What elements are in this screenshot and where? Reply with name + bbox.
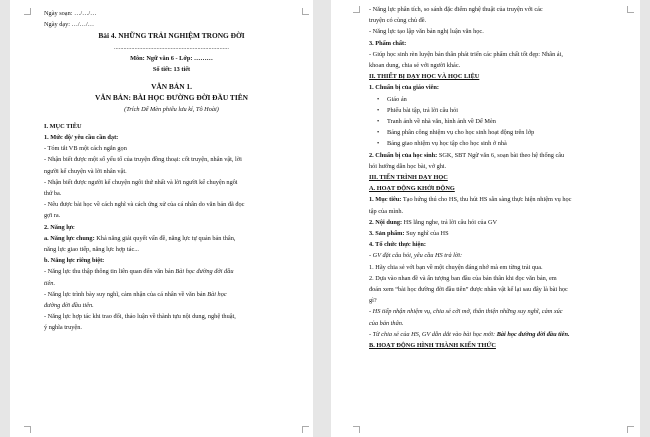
list-item: • Bảng phân công nhiệm vụ cho học sinh hoạt động trên lớp (369, 127, 624, 138)
corner-mark (24, 426, 31, 433)
corner-mark (627, 6, 634, 13)
content-label: 2. Nội dung: (369, 218, 403, 226)
paragraph: - GV đặt câu hỏi, yêu cầu HS trả lời: (369, 252, 463, 260)
content-text: HS lắng nghe, trả lời câu hỏi của GV (402, 218, 498, 226)
text-title: VĂN BẢN: BÀI HỌC ĐƯỜNG ĐỜI ĐẦU TIÊN (95, 93, 248, 103)
paragraph: 1. Hãy chia sẻ với bạn về một chuyện đáng nhớ mà em từng trải qua. (369, 263, 543, 271)
list-item: • Giáo án (369, 94, 624, 105)
paragraph: hỏi hướng dẫn học bài, vở ghi. (369, 162, 447, 170)
activity-a-heading: A. HOẠT ĐỘNG KHỞI ĐỘNG (369, 185, 455, 193)
goal-label: 1. Mục tiêu: (369, 196, 402, 204)
text-run: - Năng lực trình bày suy nghĩ, cảm nhận của cá nhân về văn bản (44, 290, 208, 298)
paragraph: - Năng lực phân tích, so sánh đặc điểm nghệ thuật của truyện với các (369, 6, 543, 13)
paragraph (369, 194, 624, 205)
section-procedure: III. TIẾN TRÌNH DẠY HỌC (369, 174, 448, 182)
corner-mark (302, 426, 309, 433)
paragraph: thứ ba. (44, 190, 62, 198)
student-prep-text: SGK, SBT Ngữ văn 6, soạn bài theo hệ thống câu (437, 151, 565, 159)
competency-heading: 2. Năng lực (44, 223, 75, 231)
period-count: Số tiết: 13 tiết (152, 66, 191, 74)
paragraph (369, 150, 624, 161)
italic-run: Bài học đường đời đầu (175, 268, 234, 276)
paragraph: - Năng lực hợp tác khi trao đổi, thảo luận về thành tựu nội dung, nghệ thuật, (44, 313, 236, 321)
product-label: 3. Sản phẩm: (369, 230, 405, 238)
paragraph (44, 289, 299, 300)
paragraph: - Nhận biết được người kể chuyện ngôi thứ nhất và lời người kể chuyện ngôi (44, 178, 238, 186)
paragraph (44, 266, 299, 277)
paragraph: khoan dung, chia sẻ với người khác. (369, 62, 461, 70)
section-objectives: I. MỤC TIÊU (44, 122, 82, 130)
corner-mark (302, 8, 309, 15)
section-equipment: II. THIẾT BỊ DẠY HỌC VÀ HỌC LIỆU (369, 73, 480, 81)
paragraph (369, 217, 624, 228)
general-competency-text: Khả năng giải quyết vấn đề, năng lực tự quản bản thân, (94, 234, 236, 242)
ngay-day: Ngày dạy: …/…/… (44, 21, 95, 29)
lesson-title: Bài 4. NHỮNG TRẢI NGHIỆM TRONG ĐỜI (98, 31, 245, 41)
paragraph: - Tóm tắt VB một cách ngắn gọn (44, 145, 127, 153)
paragraph: tập của mình. (369, 207, 404, 215)
document-page-right (331, 0, 640, 437)
paragraph: đoán xem “bài học đường đời đầu tiên” được nhân vật kể lại sau đây là bài học (369, 286, 568, 294)
product-text: Suy nghĩ của HS (404, 230, 449, 238)
objectives-level: 1. Mức độ/ yêu cầu cần đạt: (44, 134, 119, 142)
paragraph: tiên. (44, 279, 56, 287)
paragraph: - Nhận biết được một số yếu tố của truyện đồng thoại: cốt truyện, nhân vật, lời (44, 156, 242, 164)
teacher-prep-heading: 1. Chuẩn bị của giáo viên: (369, 84, 439, 92)
list-item: • Bảng giao nhiệm vụ học tập cho học sinh ở nhà (369, 138, 624, 149)
goal-text: Tạo hứng thú cho HS, thu hút HS sẵn sàng thực hiện nhiệm vụ học (401, 196, 572, 204)
bold-run: Bài học đường đời đầu tiên. (496, 330, 570, 338)
paragraph: gợi ra. (44, 212, 61, 220)
paragraph: gì? (369, 297, 377, 305)
corner-mark (627, 426, 634, 433)
paragraph (369, 329, 624, 340)
corner-mark (353, 426, 360, 433)
activity-b-heading: B. HOẠT ĐỘNG HÌNH THÀNH KIẾN THỨC (369, 342, 496, 350)
list-item: • Tranh ảnh về nhà văn, hình ảnh về Dế Mèn (369, 116, 624, 127)
paragraph (44, 233, 299, 244)
text-run: - Từ chia sẻ của HS, GV dẫn dắt vào bài học mới: (369, 330, 497, 338)
excerpt-source: (Trích Dế Mèn phiêu lưu kí, Tô Hoài) (124, 105, 219, 113)
paragraph: của bản thân. (369, 319, 404, 327)
dotted-line: ......................................................................... (114, 43, 229, 51)
paragraph: - Giúp học sinh rèn luyện bản thân phát triển các phẩm chất tốt đẹp: Nhân ái, (369, 50, 563, 58)
paragraph: - Nêu được bài học về cách nghĩ và cách ứng xử của cá nhân do văn bản đã đọc (44, 201, 245, 209)
document-page-left (10, 0, 313, 437)
ngay-soan: Ngày soạn: …/…/… (44, 10, 97, 17)
paragraph: truyện có cùng chủ đề. (369, 17, 427, 25)
italic-run: Bài học (207, 290, 227, 298)
paragraph (369, 228, 624, 239)
corner-mark (353, 6, 360, 13)
paragraph: năng lực giao tiếp, năng lực hợp tác... (44, 246, 139, 254)
subject-line: Môn: Ngữ văn 6 - Lớp: ……… (130, 54, 213, 62)
paragraph: đường đời đầu tiên. (44, 302, 94, 310)
paragraph: - HS tiếp nhận nhiệm vụ, chia sẻ cởi mở, thân thiện những suy nghĩ, cảm xúc (369, 308, 563, 316)
qualities-heading: 3. Phẩm chất: (369, 39, 407, 47)
general-competency-label: a. Năng lực chung: (44, 234, 95, 242)
paragraph: - Năng lực tạo lập văn bản nghị luận văn học. (369, 28, 484, 36)
implementation-heading: 4. Tổ chức thực hiện: (369, 241, 426, 249)
text-run: - Năng lực thu thập thông tin liên quan đến văn bản (44, 268, 176, 276)
text-number: VĂN BẢN 1. (151, 82, 192, 92)
corner-mark (24, 8, 31, 15)
paragraph: 2. Dựa vào nhan đề và ấn tượng ban đầu của bản thân khi đọc văn bản, em (369, 274, 557, 282)
list-item: • Phiếu bài tập, trả lời câu hỏi (369, 105, 624, 116)
paragraph: người kể chuyện và lời nhân vật. (44, 167, 127, 175)
paragraph: ý nghĩa truyện. (44, 324, 82, 332)
student-prep-label: 2. Chuẩn bị của học sinh: (369, 151, 438, 159)
specific-competency-label: b. Năng lực riêng biệt: (44, 257, 105, 265)
